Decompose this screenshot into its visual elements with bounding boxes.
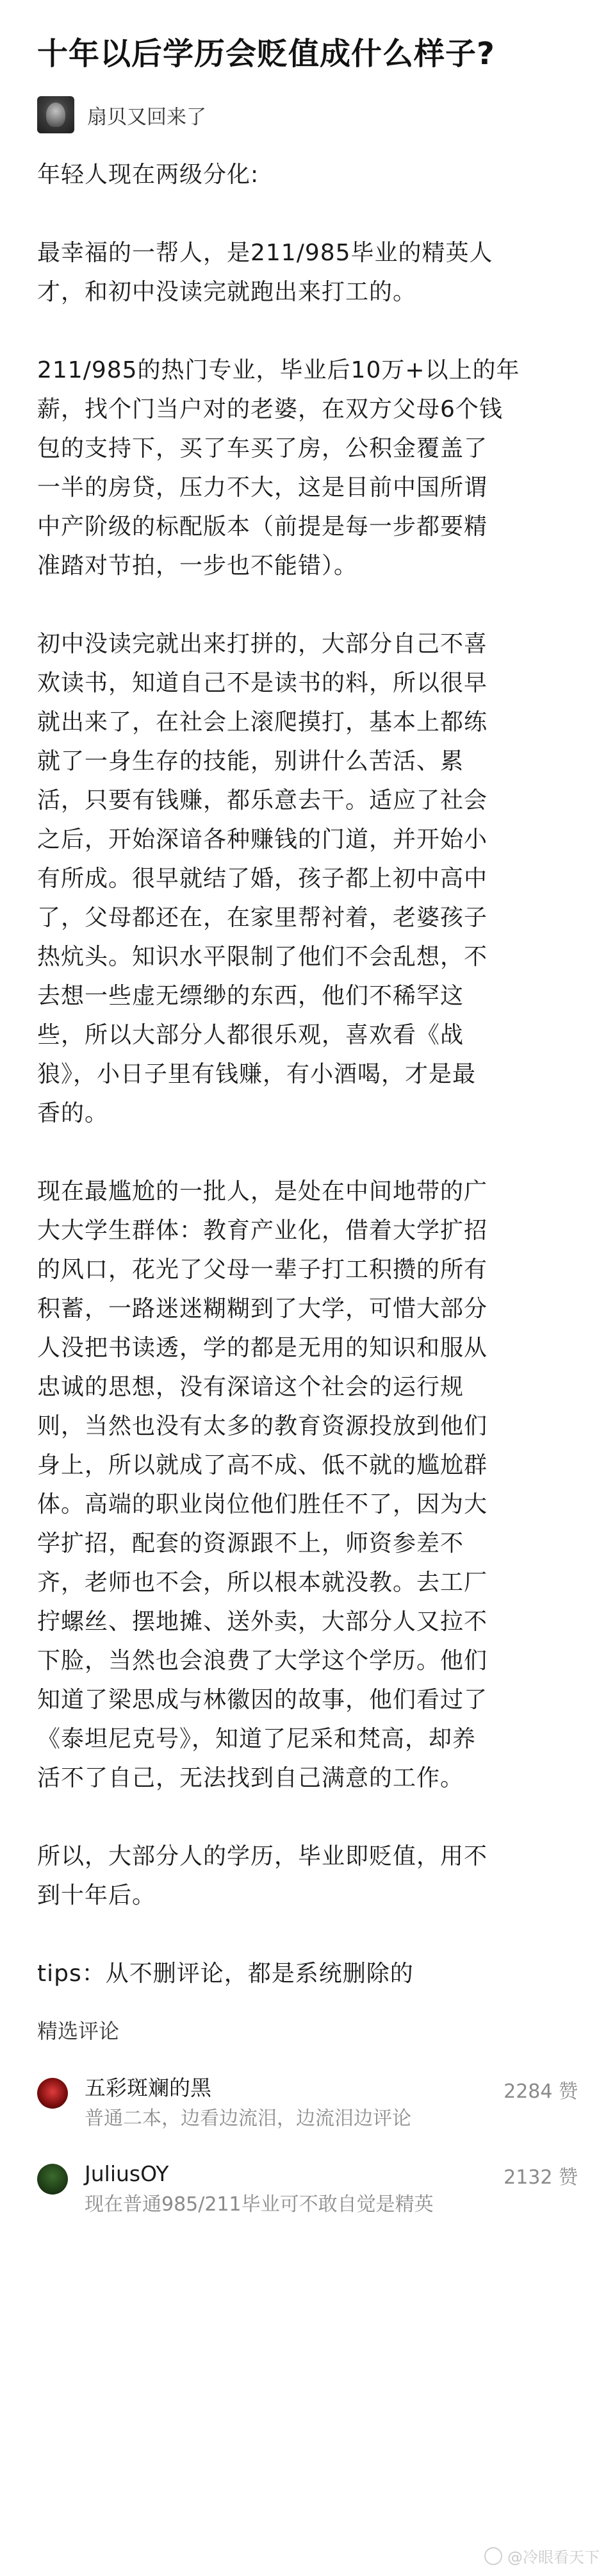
comments-section-title: 精选评论 <box>37 2019 120 2043</box>
weibo-logo-icon <box>484 2547 502 2565</box>
paragraph: 初中没读完就出来打拼的，大部分自己不喜 欢读书，知道自己不是读书的料，所以很早 就出来了，在社会上滚爬摸打，基本上都练 就了一身生存的技能，别讲什么苦活、累 活，只要有钱赚，都乐意去干。适应了社会 之后，开始深谙各种赚钱的门道，并开始小 有所成。很早就结了婚，孩子都上初中高中 了，父母都还在，在家里帮衬着，老婆孩子 热炕头。知识水平限制了他们不会乱想，不 去想一些虚无缥缈的东西，他们不稀罕这 些，所以大部分人都很乐观，喜欢看《战 狼》，小日子里有钱赚，有小酒喝，才是最 香的。 <box>37 631 488 1126</box>
like-count[interactable]: 2284 赞 <box>504 2080 578 2103</box>
comment-text: 现在普通985/211毕业可不敢自觉是精英 <box>85 2193 434 2216</box>
article-body <box>37 155 578 1993</box>
paragraph: 年轻人现在两级分化: <box>37 162 259 188</box>
comment-item[interactable] <box>37 2160 578 2219</box>
watermark-text: @冷眼看天下 <box>507 2548 600 2566</box>
commenter-name[interactable]: JuliusOY <box>85 2161 169 2186</box>
author-avatar-icon[interactable] <box>37 96 74 133</box>
page-title: 十年以后学历会贬值成什么样子? <box>37 36 495 72</box>
watermark <box>484 2545 600 2567</box>
paragraph: 最幸福的一帮人，是211/985毕业的精英人 才，和初中没读完就跑出来打工的。 <box>37 240 493 305</box>
paragraph: 211/985的热门专业，毕业后10万+以上的年 薪，找个门当户对的老婆，在双方父母6个钱 包的支持下，买了车买了房，公积金覆盖了 一半的房贷，压力不大，这是目前中国所谓 中产阶级的标配版本（前提是每一步都要精 准踏对节拍，一步也不能错）。 <box>37 357 520 579</box>
comment-item[interactable] <box>37 2074 578 2133</box>
paragraph-tips: tips：从不删评论，都是系统删除的 <box>37 1961 414 1987</box>
commenter-name[interactable]: 五彩斑斓的黑 <box>85 2075 211 2100</box>
author-name[interactable]: 扇贝又回来了 <box>87 105 206 129</box>
comment-text: 普通二本，边看边流泪，边流泪边评论 <box>85 2107 411 2130</box>
commenter-avatar-icon[interactable] <box>37 2164 68 2195</box>
commenter-avatar-icon[interactable] <box>37 2078 68 2109</box>
paragraph: 所以，大部分人的学历，毕业即贬值，用不 到十年后。 <box>37 1843 488 1909</box>
paragraph: 现在最尴尬的一批人，是处在中间地带的广 大大学生群体：教育产业化，借着大学扩招 的风口，花光了父母一辈子打工积攒的所有 积蓄，一路迷迷糊糊到了大学，可惜大部分 人没把书读透，学的都是无用的知识和服从 忠诚的思想，没有深谙这个社会的运行规 则，当然也没有太多的教育资源投放到他们 身上，所以就成了高不成、低不就的尴尬群 体。高端的职业岗位他们胜任不了，因为大 学扩招，配套的资源跟不上，师资参差不 齐，老师也不会，所以根本就没教。去工厂 拧螺丝、摆地摊、送外卖，大部分人又拉不 下脸，当然也会浪费了大学这个学历。他们 知道了梁思成与林徽因的故事，他们看过了 《泰坦尼克号》，知道了尼采和梵高，却养 活不了自己，无法找到自己满意的工作。 <box>37 1178 488 1791</box>
author-row[interactable] <box>37 96 578 133</box>
like-count[interactable]: 2132 赞 <box>504 2166 578 2189</box>
